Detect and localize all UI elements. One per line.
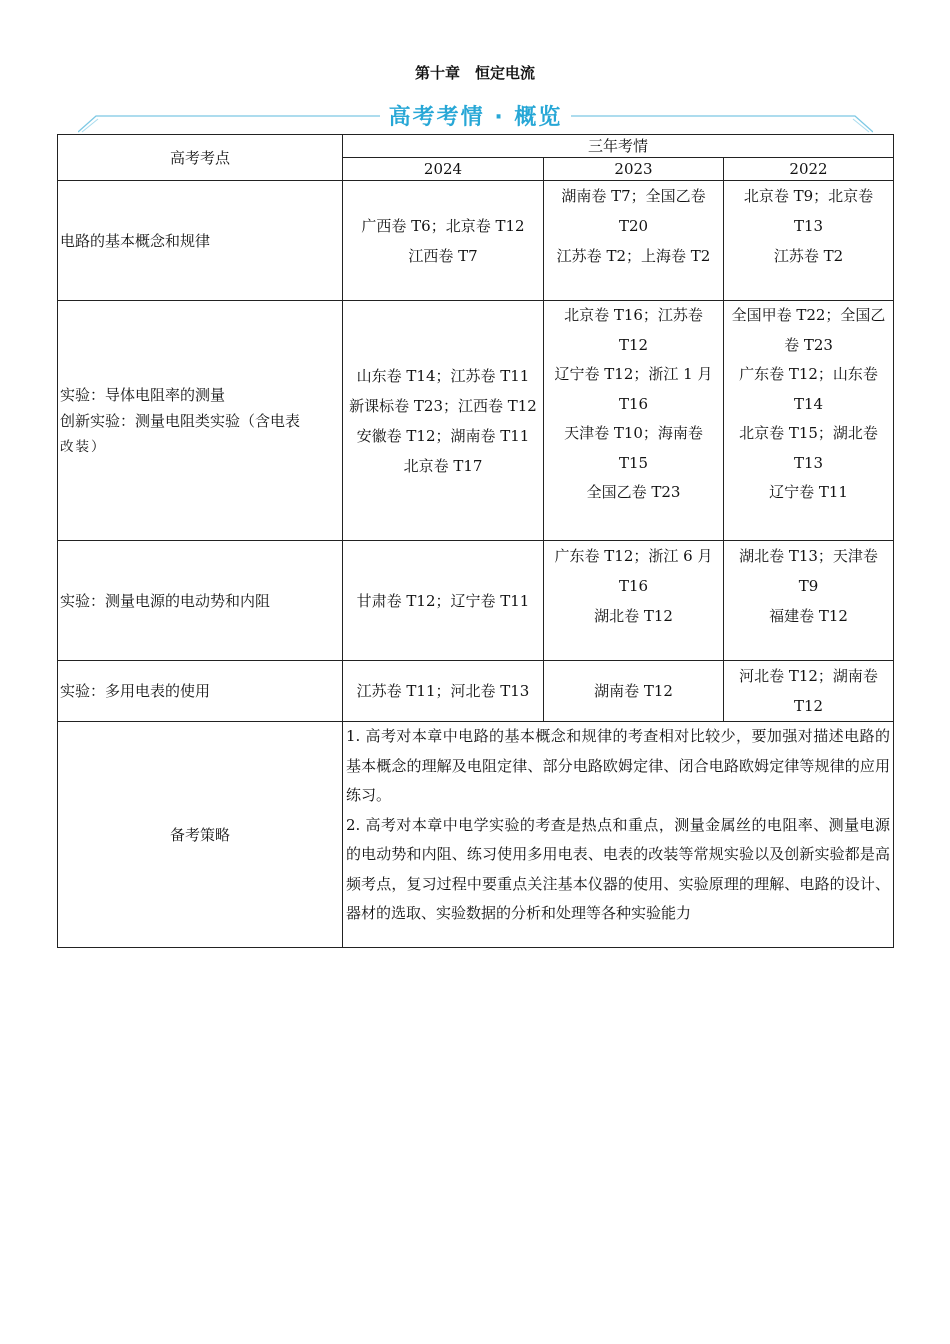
table-header-row bbox=[58, 135, 894, 158]
banner-title: 高考考情 · 概览 bbox=[388, 105, 563, 130]
header-three-years: 三年考情 bbox=[343, 135, 894, 158]
year-2022-cell bbox=[724, 541, 894, 661]
exam-entry: T16 bbox=[618, 394, 649, 413]
exam-entry: 江苏卷 T2；上海卷 T2 bbox=[556, 247, 711, 265]
header-year: 2022 bbox=[724, 158, 894, 181]
strategy-label: 备考策略 bbox=[58, 722, 343, 948]
year-2023-cell bbox=[544, 301, 724, 541]
year-2023-cell bbox=[544, 541, 724, 661]
exam-entry: 北京卷 T15；湖北卷 bbox=[739, 424, 878, 442]
exam-entry: T20 bbox=[618, 217, 649, 235]
section-banner bbox=[78, 98, 873, 134]
topic-line: 实验：导体电阻率的测量 bbox=[60, 385, 226, 404]
topic-line: 改装） bbox=[60, 438, 107, 455]
year-2023-cell bbox=[544, 661, 724, 722]
topic-line: 实验：多用电表的使用 bbox=[60, 682, 211, 700]
table-row bbox=[58, 661, 894, 722]
strategy-row bbox=[58, 722, 894, 948]
table-row bbox=[58, 541, 894, 661]
exam-entry: 天津卷 T10；海南卷 bbox=[564, 424, 703, 442]
topic-line: 创新实验：测量电阻类实验（含电表 bbox=[60, 411, 301, 430]
exam-entry: 广西卷 T6；北京卷 T12 bbox=[361, 216, 525, 235]
exam-entry: 山东卷 T14；江苏卷 T11 bbox=[356, 366, 530, 385]
exam-entry: T16 bbox=[618, 577, 649, 595]
year-2022-cell bbox=[724, 181, 894, 301]
year-2024-cell bbox=[343, 661, 544, 722]
exam-entry: T14 bbox=[793, 394, 824, 413]
exam-entry: 北京卷 T16；江苏卷 bbox=[564, 306, 703, 324]
exam-entry: 北京卷 T9；北京卷 bbox=[743, 187, 874, 205]
topic-line: 实验：测量电源的电动势和内阻 bbox=[60, 591, 271, 610]
year-2024-cell bbox=[343, 181, 544, 301]
strategy-text bbox=[343, 722, 894, 948]
exam-entry: 江苏卷 T11；河北卷 T13 bbox=[356, 682, 530, 700]
header-year: 2023 bbox=[544, 158, 724, 181]
year-2024-cell bbox=[343, 301, 544, 541]
strategy-paragraph: 1. 高考对本章中电路的基本概念和规律的考查相对比较少，要加强对描述电路的基本概念的理解及电阻定律、部分电路欧姆定律、闭合电路欧姆定律等规律的应用练习。 bbox=[346, 727, 890, 804]
exam-entry: 湖南卷 T7；全国乙卷 bbox=[561, 187, 706, 205]
exam-entry: 辽宁卷 T12；浙江 1 月 bbox=[554, 365, 713, 383]
exam-entry: 全国甲卷 T22；全国乙 bbox=[731, 306, 886, 324]
topic-cell bbox=[58, 181, 343, 301]
header-topic: 高考考点 bbox=[58, 135, 343, 181]
exam-entry: 卷 T23 bbox=[784, 335, 833, 354]
exam-entry: 广东卷 T12；浙江 6 月 bbox=[554, 547, 713, 565]
exam-entry: 广东卷 T12；山东卷 bbox=[739, 365, 878, 383]
exam-overview-table bbox=[57, 134, 894, 948]
year-2022-cell bbox=[724, 661, 894, 722]
exam-entry: 安徽卷 T12；湖南卷 T11 bbox=[356, 426, 530, 445]
year-2022-cell bbox=[724, 301, 894, 541]
exam-entry: T15 bbox=[618, 453, 649, 472]
exam-entry: 全国乙卷 T23 bbox=[586, 483, 681, 501]
exam-entry: 湖北卷 T12 bbox=[594, 607, 673, 625]
table-row bbox=[58, 301, 894, 541]
exam-entry: T9 bbox=[798, 577, 819, 595]
exam-entry: 北京卷 T17 bbox=[403, 456, 483, 475]
exam-entry: 福建卷 T12 bbox=[769, 607, 848, 625]
exam-entry: 新课标卷 T23；江西卷 T12 bbox=[349, 396, 537, 415]
exam-entry: 湖南卷 T12 bbox=[594, 682, 673, 700]
topic-cell bbox=[58, 301, 343, 541]
exam-entry: T13 bbox=[793, 217, 824, 235]
chapter-title: 第十章 恒定电流 bbox=[414, 64, 535, 82]
exam-entry: T13 bbox=[793, 453, 824, 472]
exam-entry: 辽宁卷 T11 bbox=[769, 483, 848, 501]
exam-entry: 甘肃卷 T12；辽宁卷 T11 bbox=[356, 591, 530, 610]
exam-entry: 河北卷 T12；湖南卷 bbox=[739, 667, 878, 685]
exam-entry: T12 bbox=[618, 335, 649, 354]
exam-entry: 江西卷 T7 bbox=[408, 246, 478, 265]
topic-cell bbox=[58, 541, 343, 661]
year-2024-cell bbox=[343, 541, 544, 661]
table-row bbox=[58, 181, 894, 301]
topic-line: 电路的基本概念和规律 bbox=[60, 231, 211, 250]
exam-entry: 江苏卷 T2 bbox=[773, 247, 844, 265]
topic-cell bbox=[58, 661, 343, 722]
exam-entry: 湖北卷 T13；天津卷 bbox=[739, 547, 878, 565]
strategy-paragraph: 2. 高考对本章中电学实验的考查是热点和重点，测量金属丝的电阻率、测量电源的电动势和内阻、练习使用多用电表、电表的改装等常规实验以及创新实验都是高频考点，复习过程中要重点关注基本仪器的使用、实验原理的理解、电路的设计、器材的选取、实验数据的分析和处理等各种实验能力 bbox=[346, 815, 890, 922]
year-2023-cell bbox=[544, 181, 724, 301]
exam-entry: T12 bbox=[793, 697, 824, 715]
header-year: 2024 bbox=[343, 158, 544, 181]
